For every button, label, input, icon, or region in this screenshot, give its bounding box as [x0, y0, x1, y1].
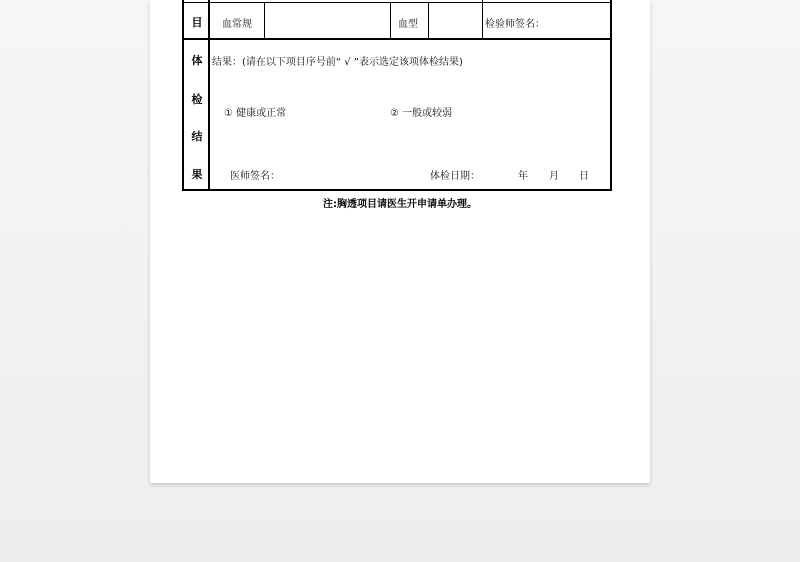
option-average[interactable]: ② 一般或较弱 [390, 108, 453, 119]
col-divider-4 [482, 0, 483, 38]
side-column-divider [208, 0, 210, 191]
row-divider-top [182, 2, 612, 3]
inspector-signature-label: 检验师签名： [485, 19, 545, 30]
side-label-ti: 体 [191, 54, 203, 67]
date-year: 年 [518, 171, 528, 182]
col-divider-2 [390, 2, 391, 38]
date-day: 日 [579, 171, 589, 182]
exam-date-label: 体检日期： [430, 171, 480, 182]
side-label-jian: 检 [191, 93, 203, 106]
row-divider-middle [182, 38, 612, 40]
footer-note: 注:胸透项目请医生开申请单办理。 [323, 199, 477, 210]
blood-type-label: 血型 [398, 19, 418, 30]
date-month: 月 [549, 171, 559, 182]
blood-routine-value[interactable] [268, 6, 386, 34]
side-label-jie: 结 [191, 130, 203, 143]
col-divider-3 [428, 2, 429, 38]
side-label-mu: 目 [191, 16, 203, 29]
option-healthy[interactable]: ① 健康或正常 [224, 108, 287, 119]
doctor-signature-label: 医师签名： [230, 171, 280, 182]
blood-type-value[interactable] [432, 6, 478, 34]
col-divider-1 [264, 2, 265, 38]
side-label-guo: 果 [191, 168, 203, 181]
result-instruction: 结果：(请在以下项目序号前“ √ ”表示选定该项体检结果) [212, 57, 463, 68]
blood-routine-label: 血常规 [222, 19, 252, 30]
